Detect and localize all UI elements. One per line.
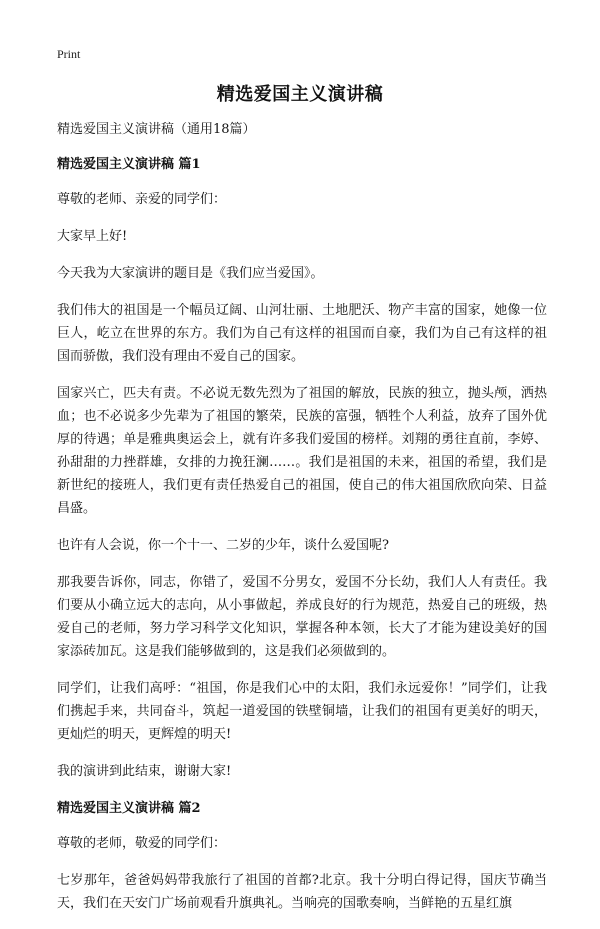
paragraph: 同学们，让我们高呼：“祖国，你是我们心中的太阳，我们永远爱你！”同学们，让我们携起手来，共同奋斗，筑起一道爱国的铁壁铜墙，让我们的祖国有更美好的明天，更灿烂的明天，更辉煌的明天! bbox=[57, 681, 547, 742]
salutation: 尊敬的老师，敬爱的同学们： bbox=[57, 836, 227, 851]
section-heading: 精选爱国主义演讲稿 篇1 bbox=[57, 157, 201, 172]
closing: 我的演讲到此结束，谢谢大家! bbox=[57, 764, 232, 779]
paragraph: 国家兴亡，匹夫有责。不必说无数先烈为了祖国的解放，民族的独立，抛头颅，洒热血；也不必说多少先辈为了祖国的繁荣，民族的富强，牺牲个人利益，放弃了国外优厚的待遇；单是雅典奥运会上，就有许多我们爱国的榜样。刘翔的勇往直前，李婷、孙甜甜的力挫群雄，女排的力挽狂澜……。我们是祖国的未来，祖国的希望，我们是新世纪的接班人，我们更有责任热爱自己的祖国，使自己的伟大祖国欣欣向荣、日益昌盛。 bbox=[57, 386, 547, 516]
greeting: 大家早上好! bbox=[57, 229, 128, 244]
paragraph: 也许有人会说，你一个十一、二岁的少年，谈什么爱国呢? bbox=[57, 538, 389, 553]
section-heading: 精选爱国主义演讲稿 篇2 bbox=[57, 801, 201, 816]
salutation: 尊敬的老师、亲爱的同学们： bbox=[57, 192, 227, 207]
document-subtitle: 精选爱国主义演讲稿（通用18篇） bbox=[57, 122, 256, 137]
document-body bbox=[57, 118, 547, 929]
paragraph: 我们伟大的祖国是一个幅员辽阔、山河壮丽、土地肥沃、物产丰富的国家，她像一位巨人，屹立在世界的东方。我们为自己有这样的祖国而自豪，我们为自己有这样的祖国而骄傲，我们没有理由不爱自己的国家。 bbox=[57, 303, 547, 364]
paragraph: 七岁那年，爸爸妈妈带我旅行了祖国的首都?北京。我十分明白得记得，国庆节确当天，我们在天安门广场前观看升旗典礼。当响亮的国歌奏响，当鲜艳的五星红旗 bbox=[57, 873, 547, 911]
document-title: 精选爱国主义演讲稿 bbox=[216, 84, 384, 105]
paragraph: 那我要告诉你，同志，你错了，爱国不分男女，爱国不分长幼，我们人人有责任。我们要从小确立远大的志向，从小事做起，养成良好的行为规范，热爱自己的班级，热爱自己的老师，努力学习科学文化知识，掌握各种本领，长大了才能为建设美好的国家添砖加瓦。这是我们能够做到的，这是我们必须做到的。 bbox=[57, 575, 547, 659]
paragraph: 今天我为大家演讲的题目是《我们应当爱国》。 bbox=[57, 266, 324, 281]
print-link[interactable]: Print bbox=[57, 47, 81, 61]
